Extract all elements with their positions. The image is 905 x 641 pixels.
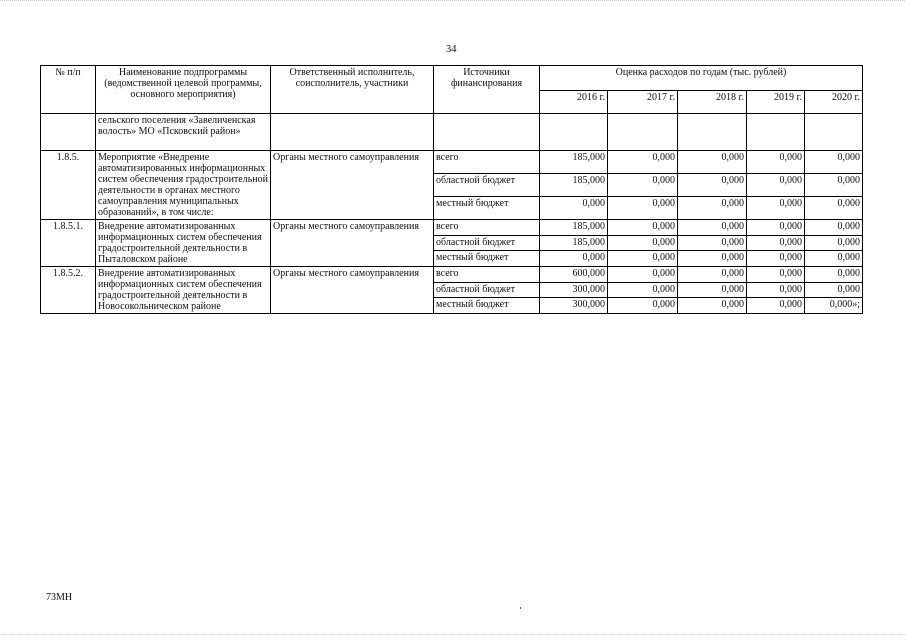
cell-amount: 0,000 xyxy=(805,235,863,251)
cell-amount: 0,000 xyxy=(678,298,747,314)
table-row xyxy=(41,151,863,174)
document-code: 73МН xyxy=(46,592,73,603)
cell-amount: 0,000 xyxy=(608,235,678,251)
cell-amount: 0,000 xyxy=(540,251,608,267)
cell-name: Мероприятие «Внедрение автоматизированных информационных систем обеспечения градостроительной деятельности в органах местного самоуправления муниципальных образований», в том числе: xyxy=(96,151,271,220)
cell-source: местный бюджет xyxy=(434,197,540,220)
cell-amount: 0,000 xyxy=(747,267,805,283)
header-executor: Ответственный исполнитель, соисполнитель, участники xyxy=(271,66,434,114)
header-year-2018: 2018 г. xyxy=(678,91,747,114)
page-number: 34 xyxy=(446,44,457,55)
cell-amount: 0,000 xyxy=(747,235,805,251)
cell-amount: 185,000 xyxy=(540,151,608,174)
cell-amount: 0,000 xyxy=(747,197,805,220)
table-row-continuation xyxy=(41,114,863,151)
cell-source: всего xyxy=(434,267,540,283)
cell-amount: 185,000 xyxy=(540,174,608,197)
cell-amount xyxy=(678,114,747,151)
header-year-2017: 2017 г. xyxy=(608,91,678,114)
cell-amount: 0,000 xyxy=(678,220,747,236)
header-num: № п/п xyxy=(41,66,96,114)
cell-amount xyxy=(805,114,863,151)
table-row xyxy=(41,220,863,236)
header-name: Наименование подпрограммы (ведомственной целевой программы, основного мероприятия) xyxy=(96,66,271,114)
cell-amount: 0,000 xyxy=(678,174,747,197)
cell-amount: 0,000 xyxy=(608,220,678,236)
cell-amount xyxy=(747,114,805,151)
cell-executor: Органы местного самоуправления xyxy=(271,267,434,314)
cell-num xyxy=(41,114,96,151)
header-source: Источники финансирования xyxy=(434,66,540,114)
cell-executor: Органы местного самоуправления xyxy=(271,220,434,267)
cell-amount: 0,000 xyxy=(747,282,805,298)
cell-amount: 0,000 xyxy=(678,251,747,267)
cell-amount: 0,000 xyxy=(805,251,863,267)
cell-num: 1.8.5.1. xyxy=(41,220,96,267)
cell-amount: 0,000 xyxy=(747,151,805,174)
scan-edge-top xyxy=(0,0,905,7)
cell-source: местный бюджет xyxy=(434,298,540,314)
cell-amount: 0,000 xyxy=(805,151,863,174)
cell-amount xyxy=(608,114,678,151)
cell-amount: 0,000 xyxy=(608,298,678,314)
cell-source: областной бюджет xyxy=(434,282,540,298)
scan-speck xyxy=(520,607,521,609)
budget-table xyxy=(40,65,863,314)
cell-source: областной бюджет xyxy=(434,235,540,251)
cell-amount: 0,000 xyxy=(678,197,747,220)
cell-source xyxy=(434,114,540,151)
header-year-2019: 2019 г. xyxy=(747,91,805,114)
cell-amount: 0,000 xyxy=(747,220,805,236)
cell-amount: 0,000 xyxy=(608,251,678,267)
table-row xyxy=(41,267,863,283)
cell-amount: 0,000 xyxy=(805,282,863,298)
cell-amount: 0,000 xyxy=(608,282,678,298)
cell-amount: 0,000 xyxy=(747,251,805,267)
cell-amount: 185,000 xyxy=(540,235,608,251)
cell-amount: 185,000 xyxy=(540,220,608,236)
table-body xyxy=(41,114,863,314)
cell-source: местный бюджет xyxy=(434,251,540,267)
cell-amount: 0,000 xyxy=(747,298,805,314)
cell-num: 1.8.5. xyxy=(41,151,96,220)
cell-amount: 300,000 xyxy=(540,282,608,298)
cell-amount: 0,000 xyxy=(805,267,863,283)
cell-amount: 0,000 xyxy=(805,197,863,220)
cell-amount: 0,000 xyxy=(678,151,747,174)
cell-amount: 0,000 xyxy=(805,220,863,236)
header-costs: Оценка расходов по годам (тыс. рублей) xyxy=(540,66,863,91)
table-header xyxy=(41,66,863,114)
cell-amount: 0,000 xyxy=(608,197,678,220)
cell-amount: 0,000 xyxy=(678,267,747,283)
cell-executor: Органы местного самоуправления xyxy=(271,151,434,220)
cell-name: сельского поселения «Завеличенская волость» МО «Псковский район» xyxy=(96,114,271,151)
cell-name: Внедрение автоматизированных информационных систем обеспечения градостроительной деятельности в Новосокольническом районе xyxy=(96,267,271,314)
cell-source: областной бюджет xyxy=(434,174,540,197)
cell-source: всего xyxy=(434,151,540,174)
cell-amount: 0,000 xyxy=(608,267,678,283)
cell-amount: 600,000 xyxy=(540,267,608,283)
cell-amount: 0,000 xyxy=(540,197,608,220)
cell-source: всего xyxy=(434,220,540,236)
cell-amount: 0,000 xyxy=(805,174,863,197)
cell-amount: 0,000 xyxy=(678,282,747,298)
cell-amount: 0,000 xyxy=(678,235,747,251)
header-year-2020: 2020 г. xyxy=(805,91,863,114)
cell-amount: 300,000 xyxy=(540,298,608,314)
cell-name: Внедрение автоматизированных информационных систем обеспечения градостроительной деятельности в Пыталовском районе xyxy=(96,220,271,267)
cell-amount: 0,000 xyxy=(608,151,678,174)
cell-amount: 0,000 xyxy=(608,174,678,197)
cell-num: 1.8.5.2. xyxy=(41,267,96,314)
cell-amount xyxy=(540,114,608,151)
cell-amount: 0,000 xyxy=(747,174,805,197)
header-year-2016: 2016 г. xyxy=(540,91,608,114)
cell-amount: 0,000»; xyxy=(805,298,863,314)
cell-executor xyxy=(271,114,434,151)
